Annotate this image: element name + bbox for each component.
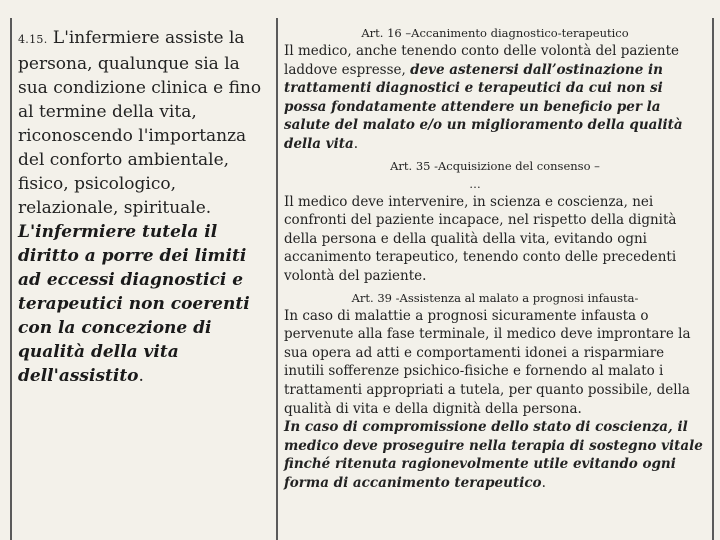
art16-paragraph — [284, 42, 706, 154]
art16-emphasis: deve astenersi dall’ostinazione in trattamenti diagnostici e terapeutici da cui non si possa fondatamente attendere un beneficio per la salute del malato e/o un miglioramento della qualità della vita — [284, 61, 683, 152]
art39-text: In caso di malattie a prognosi sicuramente infausta o pervenute alla fase terminale, il medico deve improntare la sua opera ad atti e comportamenti idonei a risparmiare inutili sofferenze psichico-fisiche e fornendo al malato i trattamenti appropriati a tutela, per quanto possibile, della qualità di vita e della dignità della persona. — [284, 307, 691, 417]
art35-ellipsis: … — [469, 176, 481, 191]
medical-code-column — [284, 24, 706, 492]
column-divider — [276, 18, 278, 540]
nursing-code-column — [18, 26, 274, 388]
art39-end: . — [541, 474, 546, 491]
nursing-code-emphasis: L'infermiere tutela il diritto a porre dei limiti ad eccessi diagnostici e terapeutici non coerenti con la concezione di qualità della vita dell'assistito — [18, 222, 250, 386]
table-border-left — [10, 18, 12, 540]
art16-text: Il medico, anche tenendo conto delle volontà del paziente laddove espresse, — [284, 43, 679, 78]
art35-title: Art. 35 -Acquisizione del consenso – — [390, 158, 600, 173]
table-border-right — [712, 18, 714, 540]
art35-text: Il medico deve intervenire, in scienza e coscienza, nei confronti del paziente incapace, nel rispetto della dignità della persona e della qualità della vita, evitando ogni accanimento terapeutico, tenendo conto delle precedenti volontà del paziente. — [284, 193, 677, 284]
art39-emphasis: In caso di compromissione dello stato di coscienza, il medico deve proseguire nella terapia di sostegno vitale finché ritenuta ragionevolmente utile evitando ogni forma di accanimento terapeutico — [284, 419, 703, 491]
art16-title: Art. 16 –Accanimento diagnostico-terapeutico — [361, 26, 629, 40]
article-number: 4.15. — [18, 33, 48, 46]
art39-title: Art. 39 -Assistenza al malato a prognosi infausta- — [351, 290, 639, 305]
nursing-code-end: . — [138, 366, 144, 386]
nursing-code-intro: L'infermiere assiste la persona, qualunque sia la sua condizione clinica e fino al termine della vita, riconoscendo l'importanza del conforto ambientale, fisico, psicologico, relazionale, spirituale. — [18, 28, 262, 218]
art16-end: . — [353, 135, 358, 152]
art39-paragraph-2 — [284, 418, 706, 492]
